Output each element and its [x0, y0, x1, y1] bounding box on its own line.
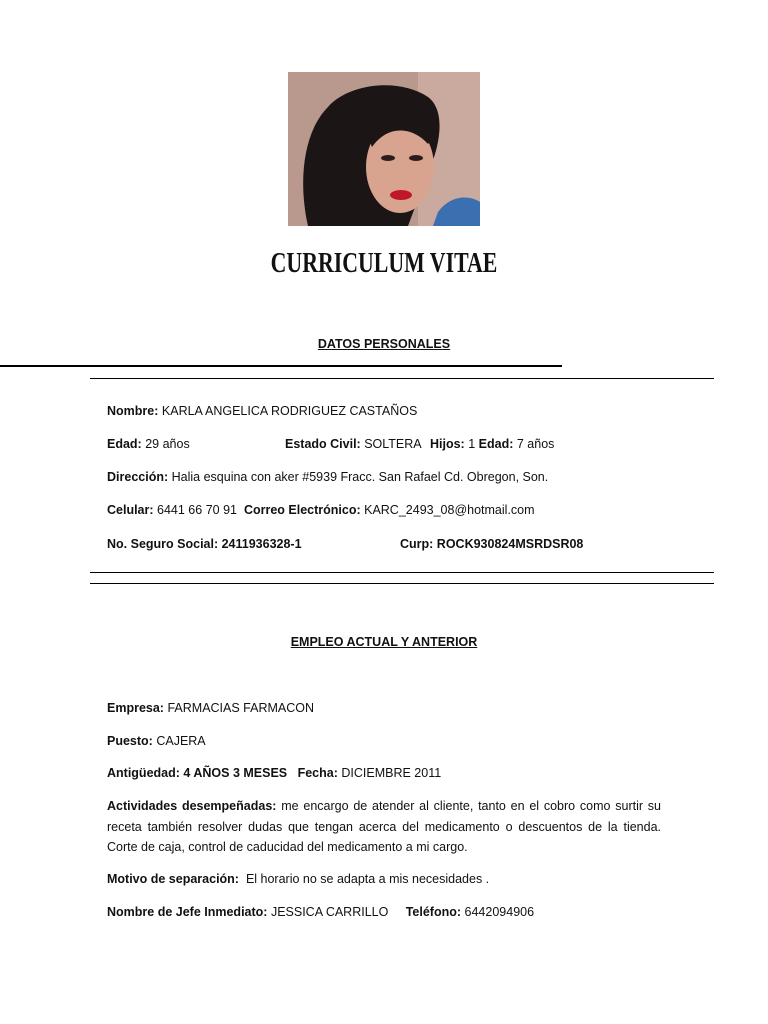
celular-label: Celular:	[107, 503, 154, 517]
divider	[90, 583, 714, 584]
direccion-value: Halia esquina con aker #5939 Fracc. San Rafael Cd. Obregon, Son.	[171, 470, 549, 484]
edad-hijo-label: Edad:	[478, 437, 514, 451]
fecha-value: DICIEMBRE 2011	[341, 766, 442, 780]
direccion-row	[107, 470, 548, 484]
correo-label: Correo Electrónico:	[243, 503, 361, 517]
page-title: CURRICULUM VITAE	[270, 248, 498, 279]
telefono-value: 6442094906	[464, 905, 535, 919]
hijos	[430, 437, 554, 451]
hijos-value: 1	[468, 437, 476, 451]
fecha-label: Fecha:	[297, 766, 338, 780]
celular-value: 6441 66 70 91	[157, 503, 237, 517]
jefe-label: Nombre de Jefe Inmediato:	[107, 905, 268, 919]
puesto-label: Puesto:	[107, 734, 153, 748]
employment-section-title: EMPLEO ACTUAL Y ANTERIOR	[290, 635, 478, 649]
jefe-value: JESSICA CARRILLO	[270, 905, 389, 919]
estado-value: SOLTERA	[364, 437, 422, 451]
motivo-label: Motivo de separación:	[107, 872, 239, 886]
hijos-label: Hijos:	[430, 437, 465, 451]
seguro-value: No. Seguro Social: 2411936328-1	[107, 537, 302, 551]
motivo-value: El horario no se adapta a mis necesidades .	[245, 872, 490, 886]
empresa-value: FARMACIAS FARMACON	[167, 701, 315, 715]
nombre-row	[107, 404, 417, 418]
correo-value: KARC_2493_08@hotmail.com	[364, 503, 535, 517]
jefe-row	[107, 905, 534, 919]
antiguedad-label: Antigüedad:	[107, 766, 180, 780]
edad-value: 29 años	[145, 437, 190, 451]
actividades-value: me encargo de atender al cliente, tanto en el cobro como surtir su receta también resolver dudas que tengan acerca del medicamento o descuentos de la tienda. Corte de caja, control de caducidad del medicamento a mi cargo.	[107, 799, 661, 854]
nombre-label: Nombre:	[107, 404, 159, 418]
direccion-label: Dirección:	[107, 470, 169, 484]
puesto-row	[107, 734, 206, 748]
puesto-value: CAJERA	[156, 734, 206, 748]
curp	[400, 537, 583, 551]
motivo-row	[107, 872, 489, 886]
actividades-label: Actividades desempeñadas:	[107, 799, 277, 813]
antiguedad-value: 4 AÑOS 3 MESES	[183, 766, 288, 780]
personal-section-title: DATOS PERSONALES	[317, 337, 451, 351]
contacto-row	[107, 503, 535, 517]
estado-label: Estado Civil:	[285, 437, 361, 451]
edad-label: Edad:	[107, 437, 142, 451]
seguro-row	[107, 537, 302, 551]
actividades-paragraph	[107, 796, 661, 858]
antiguedad-row	[107, 766, 441, 780]
divider	[0, 365, 562, 367]
empresa-label: Empresa:	[107, 701, 164, 715]
edad-row	[107, 437, 190, 451]
empresa-row	[107, 701, 314, 715]
nombre-value: KARLA ANGELICA RODRIGUEZ CASTAÑOS	[161, 404, 418, 418]
telefono-label: Teléfono:	[405, 905, 462, 919]
divider	[90, 572, 714, 573]
estado-civil	[285, 437, 422, 451]
curp-value: Curp: ROCK930824MSRDSR08	[400, 537, 584, 551]
profile-photo	[288, 72, 480, 226]
divider	[90, 378, 714, 379]
edad-hijo-value: 7 años	[516, 437, 555, 451]
